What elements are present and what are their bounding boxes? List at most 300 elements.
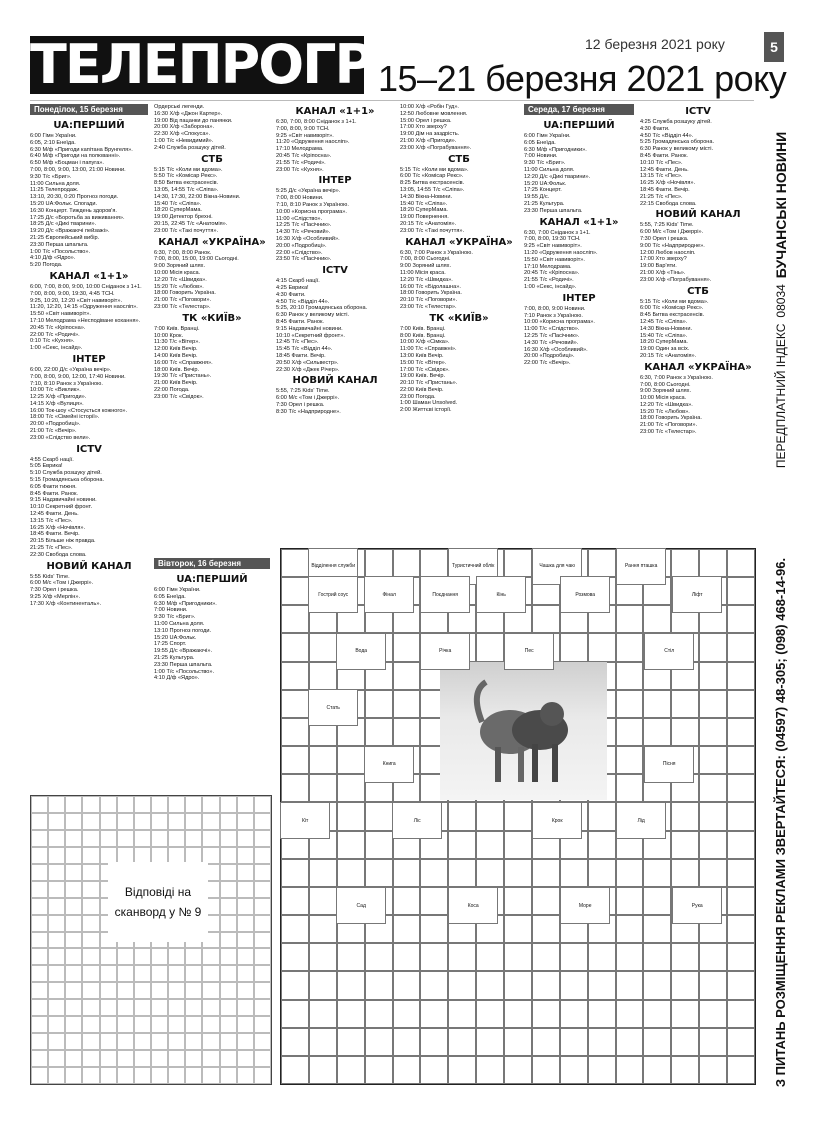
- program-item: 13:15 Т/с «Пес».: [640, 173, 683, 180]
- listing: [640, 299, 756, 360]
- scanword-cell[interactable]: [337, 943, 365, 971]
- answer-cell: [185, 999, 202, 1016]
- scanword-cell[interactable]: [699, 690, 727, 718]
- scanword-cell[interactable]: [281, 549, 309, 577]
- scanword-cell[interactable]: [448, 1056, 476, 1084]
- listing: [640, 375, 756, 436]
- scanword-cell[interactable]: [365, 1000, 393, 1028]
- newspaper-brand: БУЧАНСЬКІ НОВИНИ: [773, 131, 790, 279]
- scanword-cell[interactable]: [699, 859, 727, 887]
- scanword-cell[interactable]: [309, 887, 337, 915]
- scanword-cell[interactable]: [616, 746, 644, 774]
- scanword-cell[interactable]: [337, 831, 365, 859]
- scanword-cell[interactable]: [420, 859, 448, 887]
- scanword-cell[interactable]: [699, 1000, 727, 1028]
- scanword-cell[interactable]: [671, 971, 699, 999]
- answer-cell: [31, 830, 48, 847]
- scanword-cell[interactable]: [560, 633, 588, 661]
- column-tuesday: [154, 558, 270, 790]
- program-item: 14:30 Т/с «Речовий».: [524, 339, 579, 346]
- scanword-cell[interactable]: [337, 774, 365, 802]
- program-item: 14:30 Т/с «Речовий».: [276, 229, 331, 236]
- answer-cell: [48, 796, 65, 813]
- scanword-cell[interactable]: [476, 1028, 504, 1056]
- scanword-cell[interactable]: [476, 971, 504, 999]
- program-item: 5:20 Погода.: [30, 262, 63, 269]
- scanword-cell[interactable]: [560, 859, 588, 887]
- scanword-cell[interactable]: [448, 802, 476, 830]
- scanword-cell[interactable]: [309, 943, 337, 971]
- answer-cell: [151, 1067, 168, 1084]
- scanword-clue: Крок: [532, 802, 582, 839]
- scanword-cell[interactable]: [365, 690, 393, 718]
- scanword-cell[interactable]: [532, 605, 560, 633]
- scanword-cell[interactable]: [699, 633, 727, 661]
- program-item: 21:00 Т/с «Вечір».: [30, 428, 77, 435]
- scanword-cell[interactable]: [616, 690, 644, 718]
- scanword-cell[interactable]: [671, 1028, 699, 1056]
- scanword-cell[interactable]: [448, 971, 476, 999]
- answer-cell: [48, 864, 65, 881]
- program-item: 20:10 Т/с «Поговори».: [400, 297, 458, 304]
- scanword-cell[interactable]: [504, 859, 532, 887]
- answer-cell: [82, 948, 99, 965]
- program-item: 16:30 Х/ф «Джон Картер».: [154, 110, 223, 117]
- channel-ictv: ICTV: [322, 265, 348, 277]
- scanword-cell[interactable]: [616, 915, 644, 943]
- scanword-cell[interactable]: [699, 1056, 727, 1084]
- scanword-cell[interactable]: [281, 1028, 309, 1056]
- program-item: 23:00 Т/с «Телестар».: [640, 429, 697, 436]
- scanword-cell[interactable]: [393, 887, 421, 915]
- program-item: 23:00 Т/с «Такі почуття».: [400, 227, 465, 234]
- program-item: 19:00 Київ. Вечір.: [400, 373, 446, 380]
- scanword-cell[interactable]: [727, 971, 755, 999]
- scanword-cell[interactable]: [588, 971, 616, 999]
- scanword-cell[interactable]: [560, 971, 588, 999]
- program-item: 5:15 Т/с «Коли ми вдома».: [154, 166, 223, 173]
- scanword-cell[interactable]: [532, 859, 560, 887]
- listing: [154, 167, 270, 235]
- scanword-cell[interactable]: [727, 662, 755, 690]
- scanword-cell[interactable]: [281, 662, 309, 690]
- listing: [524, 133, 634, 215]
- scanword-cell[interactable]: [504, 831, 532, 859]
- scanword-cell[interactable]: [671, 549, 699, 577]
- scanword-cell[interactable]: [476, 943, 504, 971]
- scanword-cell[interactable]: [671, 859, 699, 887]
- program-item: 12:00 Київ Вечір.: [154, 346, 198, 353]
- scanword-cell[interactable]: [448, 859, 476, 887]
- program-item: 22:15 Свобода слова.: [640, 200, 697, 207]
- program-item: 5:55, 7:25 Kids' Time.: [276, 388, 330, 395]
- scanword-cell[interactable]: [671, 943, 699, 971]
- scanword-cell[interactable]: [727, 802, 755, 830]
- answer-cell: [31, 1033, 48, 1050]
- scanword-cell[interactable]: [281, 1056, 309, 1084]
- program-item: 4:30 Факти.: [276, 291, 306, 298]
- scanword-cell[interactable]: [281, 746, 309, 774]
- program-item: 23:00 Погода.: [400, 393, 436, 400]
- scanword-cell[interactable]: [420, 549, 448, 577]
- scanword-cell[interactable]: [476, 859, 504, 887]
- scanword-cell[interactable]: [643, 943, 671, 971]
- scanword-cell[interactable]: [588, 633, 616, 661]
- scanword-cell[interactable]: [365, 718, 393, 746]
- answer-cell: [237, 932, 254, 949]
- scanword-cell[interactable]: [616, 887, 644, 915]
- scanword-cell[interactable]: [560, 943, 588, 971]
- scanword-cell[interactable]: [281, 605, 309, 633]
- scanword-cell[interactable]: [727, 887, 755, 915]
- answer-cell: [31, 1067, 48, 1084]
- scanword-cell[interactable]: [560, 1000, 588, 1028]
- program-item: 5:25, 20:10 Громадянська оборона.: [276, 305, 368, 312]
- scanword-cell[interactable]: [309, 633, 337, 661]
- scanword-cell[interactable]: [365, 859, 393, 887]
- scanword-cell[interactable]: [699, 802, 727, 830]
- scanword-cell[interactable]: [420, 887, 448, 915]
- scanword-cell[interactable]: [281, 915, 309, 943]
- scanword-cell[interactable]: [532, 1000, 560, 1028]
- scanword-cell[interactable]: [476, 831, 504, 859]
- scanword-cell[interactable]: [393, 1000, 421, 1028]
- program-item: 17:25 Концерт.: [524, 187, 562, 194]
- scanword-cell[interactable]: [588, 943, 616, 971]
- program-item: 21:25 Культура.: [154, 654, 195, 661]
- program-item: 7:10, 8:10 Ранок з Україною.: [276, 201, 349, 208]
- scanword-cell[interactable]: [309, 774, 337, 802]
- scanword-cell[interactable]: [393, 633, 421, 661]
- scanword-cell[interactable]: [532, 943, 560, 971]
- scanword-cell[interactable]: [337, 1000, 365, 1028]
- scanword-cell[interactable]: [365, 802, 393, 830]
- program-item: 5:55, 7:25 Kids' Time.: [640, 222, 694, 229]
- scanword-cell[interactable]: [727, 1056, 755, 1084]
- answer-cell: [220, 830, 237, 847]
- scanword-cell[interactable]: [393, 549, 421, 577]
- scanword-cell[interactable]: [588, 1000, 616, 1028]
- scanword-cell[interactable]: [281, 774, 309, 802]
- scanword-cell[interactable]: [727, 549, 755, 577]
- scanword-cell[interactable]: [448, 1000, 476, 1028]
- scanword-cell[interactable]: [337, 802, 365, 830]
- scanword-cell[interactable]: [448, 831, 476, 859]
- scanword-cell[interactable]: [616, 1000, 644, 1028]
- scanword-cell[interactable]: [393, 718, 421, 746]
- scanword-cell[interactable]: [476, 1056, 504, 1084]
- answer-cell: [151, 1016, 168, 1033]
- scanword-cell[interactable]: [420, 943, 448, 971]
- program-item: 11:00 Сильна доля.: [524, 166, 575, 173]
- answer-cell: [185, 982, 202, 999]
- ad-contact-text: З ПИТАНЬ РОЗМІЩЕННЯ РЕКЛАМИ ЗВЕРТАЙТЕСЯ: (04597) 48-305; (098) 468-14-96.: [773, 557, 789, 1088]
- scanword-cell[interactable]: [588, 1056, 616, 1084]
- program-item: 8:45 Факти. Ранок.: [30, 490, 78, 497]
- program-item: 14:15 Х/ф «Вулиця».: [30, 400, 84, 407]
- listing: [276, 188, 394, 263]
- answer-cell: [151, 1050, 168, 1067]
- scanword-cell[interactable]: [393, 859, 421, 887]
- day-header-wednesday: Середа, 17 березня: [524, 104, 634, 115]
- page-number: 5: [764, 32, 784, 62]
- scanword-cell[interactable]: [560, 1056, 588, 1084]
- scanword-cell[interactable]: [504, 1056, 532, 1084]
- scanword-cell[interactable]: [671, 718, 699, 746]
- scanword-cell[interactable]: [476, 633, 504, 661]
- scanword-cell[interactable]: [616, 718, 644, 746]
- answer-cell: [168, 1067, 185, 1084]
- scanword-cell[interactable]: [616, 605, 644, 633]
- program-item: 6:40 М/ф «Пригоди на полюванні».: [30, 153, 121, 160]
- scanword-cell[interactable]: [309, 662, 337, 690]
- listing: [30, 457, 148, 559]
- scanword-cell[interactable]: [699, 662, 727, 690]
- scanword-cell[interactable]: [616, 633, 644, 661]
- program-item: 12:25 Т/с «Пасічник».: [524, 332, 580, 339]
- scanword-cell[interactable]: [643, 971, 671, 999]
- scanword-cell[interactable]: [309, 971, 337, 999]
- scanword-photo: [440, 662, 607, 800]
- scanword-cell[interactable]: [699, 746, 727, 774]
- scanword-cell[interactable]: [393, 690, 421, 718]
- scanword-cell[interactable]: [420, 915, 448, 943]
- scanword-cell[interactable]: [616, 774, 644, 802]
- scanword-cell[interactable]: [560, 1028, 588, 1056]
- scanword-cell[interactable]: [281, 690, 309, 718]
- program-item: 9:30 Т/с «Бриг».: [524, 160, 566, 167]
- scanword-cell[interactable]: [309, 859, 337, 887]
- program-item: 7:00 Київ. Вранці.: [400, 325, 446, 332]
- program-item: 23:00 Т/с «Кухня».: [276, 166, 324, 173]
- program-item: 18:45 Факти. Вечір.: [30, 531, 80, 538]
- scanword-cell[interactable]: [532, 915, 560, 943]
- scanword-cell[interactable]: [616, 859, 644, 887]
- scanword-cell[interactable]: [393, 943, 421, 971]
- scanword-cell[interactable]: [643, 605, 671, 633]
- scanword-cell[interactable]: [532, 1028, 560, 1056]
- answer-cell: [82, 932, 99, 949]
- listing: [154, 326, 270, 401]
- program-item: 1:00 Т/с «Посольство».: [30, 248, 91, 255]
- scanword-cell[interactable]: [504, 549, 532, 577]
- answer-cell: [254, 999, 271, 1016]
- scanword-cell[interactable]: [281, 633, 309, 661]
- scanword-cell[interactable]: [309, 1028, 337, 1056]
- answer-cell: [65, 1050, 82, 1067]
- scanword-cell[interactable]: [532, 1056, 560, 1084]
- answer-cell: [185, 948, 202, 965]
- scanword-cell[interactable]: [588, 859, 616, 887]
- scanword-cell[interactable]: [337, 1056, 365, 1084]
- scanword-clue: Річка: [420, 633, 470, 670]
- week-range: 15–21 березня 2021 року: [378, 58, 787, 99]
- scanword-cell[interactable]: [588, 831, 616, 859]
- answer-cell: [220, 948, 237, 965]
- program-item: 22:30 Х/ф «Спокуса».: [154, 131, 211, 138]
- scanword-cell[interactable]: [727, 718, 755, 746]
- scanword-cell[interactable]: [281, 1000, 309, 1028]
- scanword-cell[interactable]: [420, 971, 448, 999]
- scanword-cell[interactable]: [365, 549, 393, 577]
- scanword-cell[interactable]: [393, 915, 421, 943]
- scanword-cell[interactable]: [504, 1000, 532, 1028]
- answer-cell: [48, 898, 65, 915]
- scanword-cell[interactable]: [727, 746, 755, 774]
- scanword-cell[interactable]: [309, 1056, 337, 1084]
- scanword-cell[interactable]: [504, 887, 532, 915]
- scanword-cell[interactable]: [671, 831, 699, 859]
- scanword-cell[interactable]: [281, 943, 309, 971]
- scanword-cell[interactable]: [337, 971, 365, 999]
- scanword-cell[interactable]: [365, 971, 393, 999]
- scanword-cell[interactable]: [448, 1028, 476, 1056]
- scanword-cell[interactable]: [699, 1028, 727, 1056]
- scanword-cell[interactable]: [476, 1000, 504, 1028]
- program-item: 12:20 Д/с «Дикі тварини».: [524, 173, 591, 180]
- program-item: 6:00 М/с «Том і Джеррі».: [30, 580, 94, 587]
- scanword-cell[interactable]: [643, 1056, 671, 1084]
- scanword-cell[interactable]: [699, 718, 727, 746]
- scanword-cell[interactable]: [476, 802, 504, 830]
- scanword-cell[interactable]: [699, 774, 727, 802]
- scanword-clue: Рання пташка: [616, 548, 666, 585]
- program-item: 5:25 Д/с «Україна вечір».: [276, 188, 341, 195]
- scanword-cell[interactable]: [616, 1056, 644, 1084]
- scanword-cell[interactable]: [671, 802, 699, 830]
- scanword-cell[interactable]: [727, 577, 755, 605]
- scanword-cell[interactable]: [393, 1028, 421, 1056]
- scanword-cell[interactable]: [616, 971, 644, 999]
- scanword-cell[interactable]: [504, 915, 532, 943]
- program-item: 6:00 М/с «Том і Джеррі».: [640, 229, 704, 236]
- scanword-cell[interactable]: [309, 1000, 337, 1028]
- scanword-cell[interactable]: [393, 1056, 421, 1084]
- program-item: 7:00, 8:00, 9:00 Новини.: [524, 305, 586, 312]
- scanword-cell[interactable]: [420, 1028, 448, 1056]
- scanword-cell[interactable]: [699, 831, 727, 859]
- scanword-cell[interactable]: [365, 943, 393, 971]
- scanword-cell[interactable]: [393, 971, 421, 999]
- scanword-cell[interactable]: [671, 1000, 699, 1028]
- scanword-cell[interactable]: [643, 915, 671, 943]
- answer-cell: [202, 982, 219, 999]
- scanword-cell[interactable]: [727, 690, 755, 718]
- program-item: 1:00 «Секс, інсайд».: [30, 345, 83, 352]
- answer-cell: [31, 932, 48, 949]
- scanword-cell[interactable]: [616, 943, 644, 971]
- scanword-cell[interactable]: [643, 887, 671, 915]
- program-item: 23:00 Х/ф «Пограбування».: [640, 276, 712, 283]
- program-item: 9:00 Зоряний шлях.: [640, 388, 692, 395]
- scanword-cell[interactable]: [420, 1000, 448, 1028]
- scanword-cell[interactable]: [309, 746, 337, 774]
- scanword-cell[interactable]: [365, 1028, 393, 1056]
- program-item: 16:25 Х/ф «Ночівля».: [640, 180, 696, 187]
- program-item: 7:10 Ранок з Україною.: [524, 312, 583, 319]
- program-item: 1:00 «Секс, інсайд».: [524, 283, 577, 290]
- scanword-cell[interactable]: [504, 1028, 532, 1056]
- scanword-cell[interactable]: [727, 1028, 755, 1056]
- scanword-cell[interactable]: [699, 943, 727, 971]
- scanword-cell[interactable]: [727, 831, 755, 859]
- scanword-cell[interactable]: [588, 1028, 616, 1056]
- program-item: 19:20 Д/с «Вражаючі пейзажі».: [30, 228, 110, 235]
- scanword-cell[interactable]: [616, 662, 644, 690]
- scanword-cell[interactable]: [643, 1000, 671, 1028]
- scanword-cell[interactable]: [727, 605, 755, 633]
- answer-cell: [254, 932, 271, 949]
- scanword-cell[interactable]: [588, 802, 616, 830]
- scanword-cell[interactable]: [504, 943, 532, 971]
- scanword-cell[interactable]: [643, 859, 671, 887]
- program-item: 7:00, 8:00, 19:30 ТСН.: [524, 236, 581, 243]
- program-item: 10:00 Т/с «Виклик».: [30, 387, 81, 394]
- scanword-cell[interactable]: [699, 971, 727, 999]
- scanword-cell[interactable]: [281, 859, 309, 887]
- scanword-cell[interactable]: [281, 577, 309, 605]
- scanword-cell[interactable]: [699, 549, 727, 577]
- scanword-cell[interactable]: [532, 887, 560, 915]
- scanword-cell[interactable]: [616, 1028, 644, 1056]
- answer-cell: [237, 982, 254, 999]
- program-item: 6:05 Факти тижня.: [30, 483, 77, 490]
- program-item: 14:30 Вікна-Новини.: [640, 325, 693, 332]
- scanword-cell[interactable]: [504, 802, 532, 830]
- answer-cell: [151, 813, 168, 830]
- scanword-cell[interactable]: [281, 971, 309, 999]
- channel-1plus1: КАНАЛ «1+1»: [49, 270, 129, 282]
- program-item: 9:15 Надзвичайні новини.: [30, 497, 97, 504]
- scanword-cell[interactable]: [643, 690, 671, 718]
- scanword-cell[interactable]: [504, 971, 532, 999]
- scanword-cell[interactable]: [365, 1056, 393, 1084]
- scanword-cell[interactable]: [727, 1000, 755, 1028]
- program-item: 18:00 Говорить Україна.: [154, 290, 216, 297]
- scanword-cell[interactable]: [643, 1028, 671, 1056]
- scanword-cell[interactable]: [365, 831, 393, 859]
- scanword-cell[interactable]: [337, 859, 365, 887]
- program-item: 19:00 Повернення.: [400, 214, 449, 221]
- scanword-cell[interactable]: [309, 915, 337, 943]
- program-item: 16:00 Т/с «Справжня».: [154, 359, 213, 366]
- scanword-cell[interactable]: [727, 774, 755, 802]
- scanword-cell[interactable]: [420, 1056, 448, 1084]
- answer-cell: [202, 965, 219, 982]
- scanword-cell[interactable]: [448, 943, 476, 971]
- program-item: 5:05 Еврика!: [30, 463, 63, 470]
- scanword-cell[interactable]: [532, 971, 560, 999]
- scanword-cell[interactable]: [337, 746, 365, 774]
- program-item: 12:45 Т/с «Пес».: [276, 339, 319, 346]
- scanword-cell[interactable]: [727, 633, 755, 661]
- scanword-cell[interactable]: [643, 718, 671, 746]
- channel-stb: СТБ: [448, 153, 470, 165]
- scanword-cell[interactable]: [393, 662, 421, 690]
- scanword-cell[interactable]: [281, 718, 309, 746]
- scanword-cell[interactable]: [671, 690, 699, 718]
- scanword-cell[interactable]: [281, 887, 309, 915]
- program-item: 17:00 Хто зверху?: [400, 124, 447, 131]
- scanword-cell[interactable]: [727, 859, 755, 887]
- scanword-cell[interactable]: [337, 1028, 365, 1056]
- scanword-cell[interactable]: [727, 915, 755, 943]
- scanword-clue: Туристичний облік: [448, 548, 498, 585]
- scanword-cell[interactable]: [671, 1056, 699, 1084]
- scanword-cell[interactable]: [727, 943, 755, 971]
- scanword-cell[interactable]: [588, 549, 616, 577]
- scanword-clue: Ліс: [392, 802, 442, 839]
